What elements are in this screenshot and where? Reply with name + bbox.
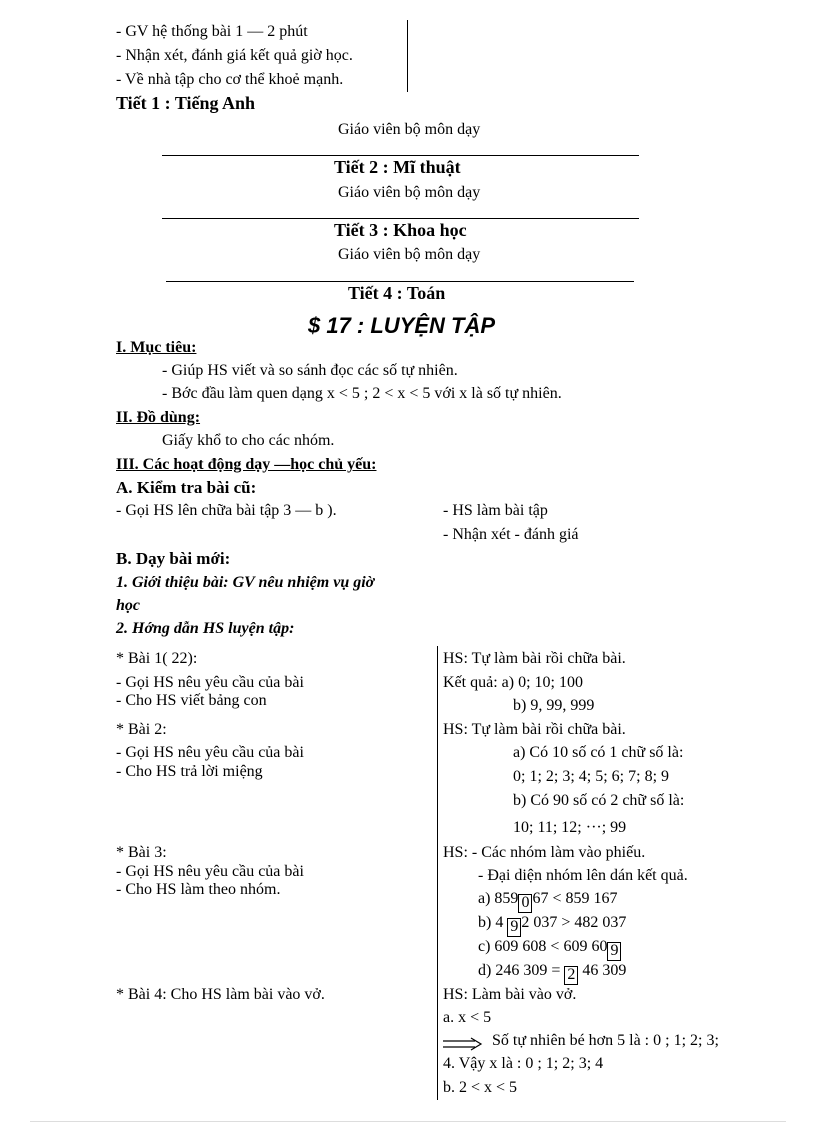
bai3-b-post: 2 037 > 482 037: [521, 914, 627, 931]
bai4-right-line-1: HS: Làm bài vào vở.: [443, 986, 577, 1003]
bai2-right-line-2: a) Có 10 số có 1 chữ số là:: [513, 744, 684, 761]
tiet1-note: Giáo viên bộ môn dạy: [338, 121, 481, 138]
bai4-left: * Bài 4: Cho HS làm bài vào vở.: [116, 986, 325, 1003]
bai2-left-line-2: - Cho HS trả lời miệng: [116, 763, 263, 780]
kiem-tra-right-2: - Nhận xét - đánh giá: [443, 526, 579, 543]
top-line-2: - Nhận xét, đánh giá kết quả giờ học.: [116, 47, 353, 64]
kiem-tra-right-1: - HS làm bài tập: [443, 502, 548, 519]
bai3-answer-b: [478, 913, 626, 937]
bai1-left-line-1: - Gọi HS nêu yêu cầu của bài: [116, 674, 304, 691]
bai1-label: * Bài 1( 22):: [116, 650, 198, 667]
do-dung-heading: II. Đồ dùng:: [116, 409, 201, 426]
huong-dan-heading: 2. Hớng dẫn HS luyện tập:: [116, 620, 295, 637]
bai1-right-line-1: HS: Tự làm bài rồi chữa bài.: [443, 650, 626, 667]
bai3-left-line-1: - Gọi HS nêu yêu cầu của bài: [116, 863, 304, 880]
bai3-d-pre: d) 246 309 =: [478, 962, 565, 979]
bai2-label: * Bài 2:: [116, 721, 167, 738]
separator-3: [166, 281, 634, 282]
bai3-a-post: 67 < 859 167: [532, 890, 618, 907]
bai3-right-line-1: HS: - Các nhóm làm vào phiếu.: [443, 844, 646, 861]
muc-tieu-heading: I. Mục tiêu:: [116, 339, 197, 356]
tiet3-note: Giáo viên bộ môn dạy: [338, 246, 481, 263]
day-bai-moi-heading: B. Dạy bài mới:: [116, 549, 231, 568]
tiet2-title: Tiết 2 : Mĩ thuật: [334, 157, 461, 177]
tiet4-title: Tiết 4 : Toán: [348, 283, 446, 303]
table-column-divider: [437, 646, 438, 1100]
bai3-a-pre: a) 859: [478, 890, 519, 907]
bai3-b-box: 9: [507, 918, 521, 937]
separator-1: [162, 155, 639, 156]
bai2-right-line-3: 0; 1; 2; 3; 4; 5; 6; 7; 8; 9: [513, 768, 670, 785]
bai3-a-box: 0: [518, 894, 532, 913]
bai1-right-line-2: Kết quả: a) 0; 10; 100: [443, 674, 583, 691]
bai2-right-line-1: HS: Tự làm bài rồi chữa bài.: [443, 721, 626, 738]
bai3-d-box: 2: [564, 966, 578, 985]
lesson-title: $ 17 : LUYỆN TẬP: [308, 313, 496, 338]
bai3-b-pre: b) 4: [478, 914, 508, 931]
top-line-3: - Về nhà tập cho cơ thể khoẻ mạnh.: [116, 71, 344, 88]
bai3-label: * Bài 3:: [116, 844, 167, 861]
bai3-answer-a: [478, 889, 617, 913]
bai2-right-line-4: b) Có 90 số có 2 chữ số là:: [513, 792, 685, 809]
muc-tieu-item-1: - Giúp HS viết và so sánh đọc các số tự nhiên.: [162, 362, 458, 379]
bai3-d-post: 46 309: [578, 962, 627, 979]
bai3-c-pre: c) 609 608 < 609 60: [478, 938, 608, 955]
bai4-right-line-2: a. x < 5: [443, 1009, 492, 1026]
bai4-right-line-3: Số tự nhiên bé hơn 5 là : 0 ; 1; 2; 3;: [492, 1032, 719, 1049]
bai4-right-line-5: b. 2 < x < 5: [443, 1079, 518, 1096]
bai3-answer-d: [478, 961, 626, 985]
tiet3-title: Tiết 3 : Khoa học: [334, 220, 467, 240]
tiet1-title: Tiết 1 : Tiếng Anh: [116, 93, 256, 113]
kiem-tra-left: - Gọi HS lên chữa bài tập 3 — b ).: [116, 502, 337, 519]
bai3-left-line-2: - Cho HS làm theo nhóm.: [116, 881, 281, 898]
hoat-dong-heading: III. Các hoạt động dạy —học chủ yếu:: [116, 456, 377, 473]
do-dung-text: Giấy khổ to cho các nhóm.: [162, 432, 335, 449]
bai4-right-line-4: 4. Vậy x là : 0 ; 1; 2; 3; 4: [443, 1055, 604, 1072]
bai1-right-line-3: b) 9, 99, 999: [513, 697, 595, 714]
bai2-right-line-5: 10; 11; 12; ···; 99: [513, 819, 627, 836]
bai2-left-line-1: - Gọi HS nêu yêu cầu của bài: [116, 744, 304, 761]
bai3-c-box: 9: [607, 942, 621, 961]
kiem-tra-heading: A. Kiểm tra bài cũ:: [116, 478, 257, 497]
separator-2: [162, 218, 639, 219]
page-bottom-rule: [30, 1121, 786, 1122]
bai1-left-line-2: - Cho HS viết bảng con: [116, 692, 267, 709]
gioi-thieu-line-1: 1. Giới thiệu bài: GV nêu nhiệm vụ giờ: [116, 574, 375, 591]
top-column-divider: [407, 20, 408, 92]
bai3-answer-c: [478, 937, 621, 961]
gioi-thieu-line-2: học: [116, 597, 140, 614]
bai3-right-line-2: - Đại diện nhóm lên dán kết quả.: [478, 867, 688, 884]
top-line-1: - GV hệ thống bài 1 — 2 phút: [116, 23, 308, 40]
muc-tieu-item-2: - Bớc đầu làm quen dạng x < 5 ; 2 < x < 5 với x là số tự nhiên.: [162, 385, 562, 402]
tiet2-note: Giáo viên bộ môn dạy: [338, 184, 481, 201]
double-right-arrow-icon: [441, 1037, 483, 1051]
